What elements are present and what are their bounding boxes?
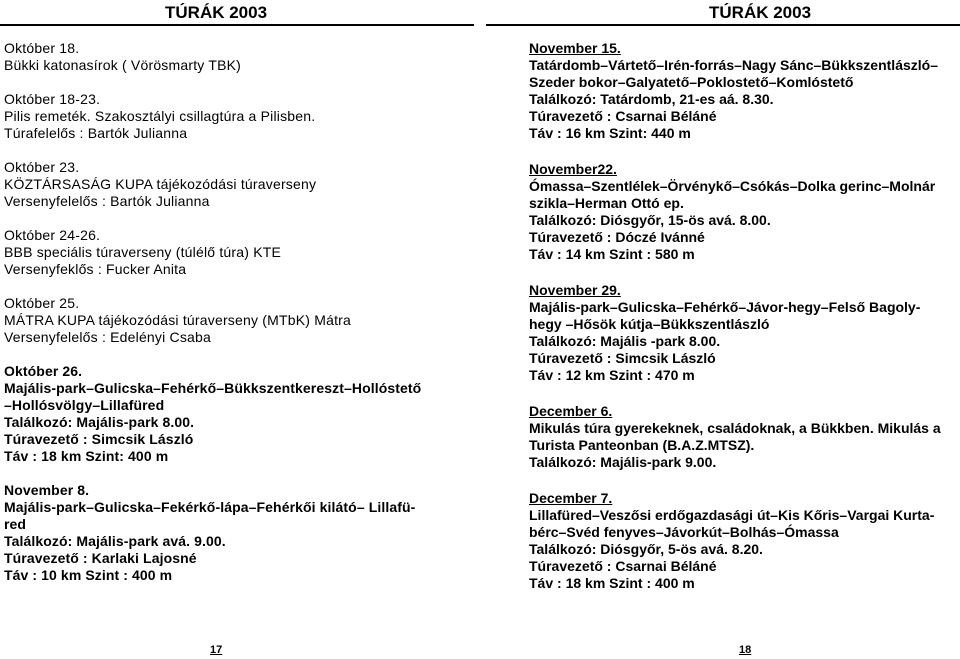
left-tour-entry: [4, 91, 474, 142]
right-page-title: TÚRÁK 2003: [709, 3, 812, 22]
tour-detail-line: Találkozó: Majális-park 9.00.: [529, 454, 717, 470]
right-tour-entry: [529, 490, 956, 592]
tour-date: November 8.: [4, 482, 90, 498]
tour-date: December 6.: [529, 403, 613, 419]
tour-date: Október 26.: [4, 363, 83, 379]
tour-detail-line: Majális-park–Gulicska–Fehérkő–Jávor-hegy–Felső Bagoly-: [529, 299, 921, 315]
tour-detail-line: Találkozó: Tatárdomb, 21-es aá. 8.30.: [529, 91, 774, 107]
tour-detail-line: Pilis remeték. Szakosztályi csillagtúra a Pilisben.: [4, 108, 316, 124]
tour-detail-line: Szeder bokor–Galyatető–Poklostető–Komlóstető: [529, 74, 854, 90]
tour-detail-line: Túravezető : Karlaki Lajosné: [4, 550, 197, 566]
tour-detail-line: Lillafüred–Veszősi erdőgazdasági út–Kis Kőris–Vargai Kurta-: [529, 507, 935, 523]
tour-detail-line: –Hollósvölgy–Lillafüred: [4, 397, 165, 413]
tour-detail-line: szikla–Herman Ottó ep.: [529, 195, 684, 211]
tour-detail-line: Találkozó: Majális-park avá. 9.00.: [4, 533, 226, 549]
tour-detail-line: Versenyfelelős : Bartók Julianna: [4, 193, 210, 209]
tour-detail-line: Túravezető : Simcsik László: [4, 431, 194, 447]
right-tour-entry: [529, 40, 956, 142]
left-tour-entry: [4, 482, 474, 584]
tour-date: Október 23.: [4, 159, 80, 175]
tour-detail-line: Túravezető : Csarnai Béláné: [529, 108, 717, 124]
tour-detail-line: Találkozó: Majális-park 8.00.: [4, 414, 195, 430]
tour-detail-line: Táv : 12 km Szint : 470 m: [529, 367, 695, 383]
tour-detail-line: MÁTRA KUPA tájékozódási túraverseny (MTbK) Mátra: [4, 312, 352, 328]
tour-detail-line: Tatárdomb–Vártető–Irén-forrás–Nagy Sánc–Bükkszentlászló–: [529, 57, 938, 73]
tour-detail-line: red: [4, 516, 27, 532]
right-page-content: [529, 40, 956, 611]
tour-date: November22.: [529, 161, 617, 177]
tour-date: Október 24-26.: [4, 227, 101, 243]
right-tour-entry: [529, 282, 956, 384]
tour-detail-line: KÖZTÁRSASÁG KUPA tájékozódási túraverseny: [4, 176, 317, 192]
left-page-header: [0, 2, 474, 26]
left-page-number: 17: [210, 644, 223, 656]
left-tour-entry: [4, 295, 474, 346]
tour-detail-line: Táv : 10 km Szint : 400 m: [4, 567, 173, 583]
tour-date: November 29.: [529, 282, 621, 298]
tour-date: November 15.: [529, 40, 621, 56]
tour-detail-line: Táv : 14 km Szint : 580 m: [529, 246, 695, 262]
tour-date: December 7.: [529, 490, 613, 506]
right-tour-entry: [529, 161, 956, 263]
tour-detail-line: Ómassa–Szentlélek–Örvénykő–Csókás–Dolka gerinc–Molnár: [529, 178, 936, 194]
tour-detail-line: Versenyfeklős : Fucker Anita: [4, 261, 187, 277]
tour-detail-line: BBB speciális túraverseny (túlélő túra) KTE: [4, 244, 282, 260]
tour-detail-line: Versenyfelelős : Edelényi Csaba: [4, 329, 211, 345]
tour-detail-line: bérc–Svéd fenyves–Jávorkút–Bolhás–Ómassa: [529, 524, 839, 540]
tour-detail-line: Túravezető : Csarnai Béláné: [529, 558, 717, 574]
tour-detail-line: Táv : 18 km Szint: 400 m: [4, 448, 169, 464]
tour-detail-line: Majális-park–Gulicska–Fekérkő-lápa–Fehérkői kilátó– Lillafü-: [4, 499, 416, 515]
tour-detail-line: Találkozó: Majális -park 8.00.: [529, 333, 721, 349]
right-tour-entry: [529, 403, 956, 471]
right-page-number: 18: [739, 644, 752, 656]
tour-detail-line: Túravezető : Dóczé Ivánné: [529, 229, 705, 245]
tour-detail-line: Túrafelelős : Bartók Julianna: [4, 125, 188, 141]
tour-detail-line: Mikulás túra gyerekeknek, családoknak, a Bükkben. Mikulás a: [529, 420, 941, 436]
tour-date: Október 25.: [4, 295, 80, 311]
tour-detail-line: Találkozó: Diósgyőr, 5-ös avá. 8.20.: [529, 541, 763, 557]
left-tour-entry: [4, 40, 474, 74]
left-tour-entry: [4, 363, 474, 465]
right-page: [486, 0, 960, 659]
tour-detail-line: Túravezető : Simcsik László: [529, 350, 716, 366]
right-page-header: [486, 2, 960, 26]
left-tour-entry: [4, 159, 474, 210]
left-page-title: TÚRÁK 2003: [165, 3, 268, 22]
left-tour-entry: [4, 227, 474, 278]
left-page-content: [4, 40, 474, 601]
tour-detail-line: Táv : 16 km Szint: 440 m: [529, 125, 691, 141]
tour-detail-line: Turista Panteonban (B.A.Z.MTSZ).: [529, 437, 755, 453]
tour-date: Október 18.: [4, 40, 80, 56]
tour-detail-line: Bükki katonasírok ( Vörösmarty TBK): [4, 57, 242, 73]
left-page: [0, 0, 474, 659]
tour-date: Október 18-23.: [4, 91, 101, 107]
tour-detail-line: hegy –Hősök kútja–Bükkszentlászló: [529, 316, 770, 332]
tour-detail-line: Találkozó: Diósgyőr, 15-ös avá. 8.00.: [529, 212, 771, 228]
tour-detail-line: Majális-park–Gulicska–Fehérkő–Bükkszentkereszt–Hollóstető: [4, 380, 422, 396]
tour-detail-line: Táv : 18 km Szint : 400 m: [529, 575, 695, 591]
